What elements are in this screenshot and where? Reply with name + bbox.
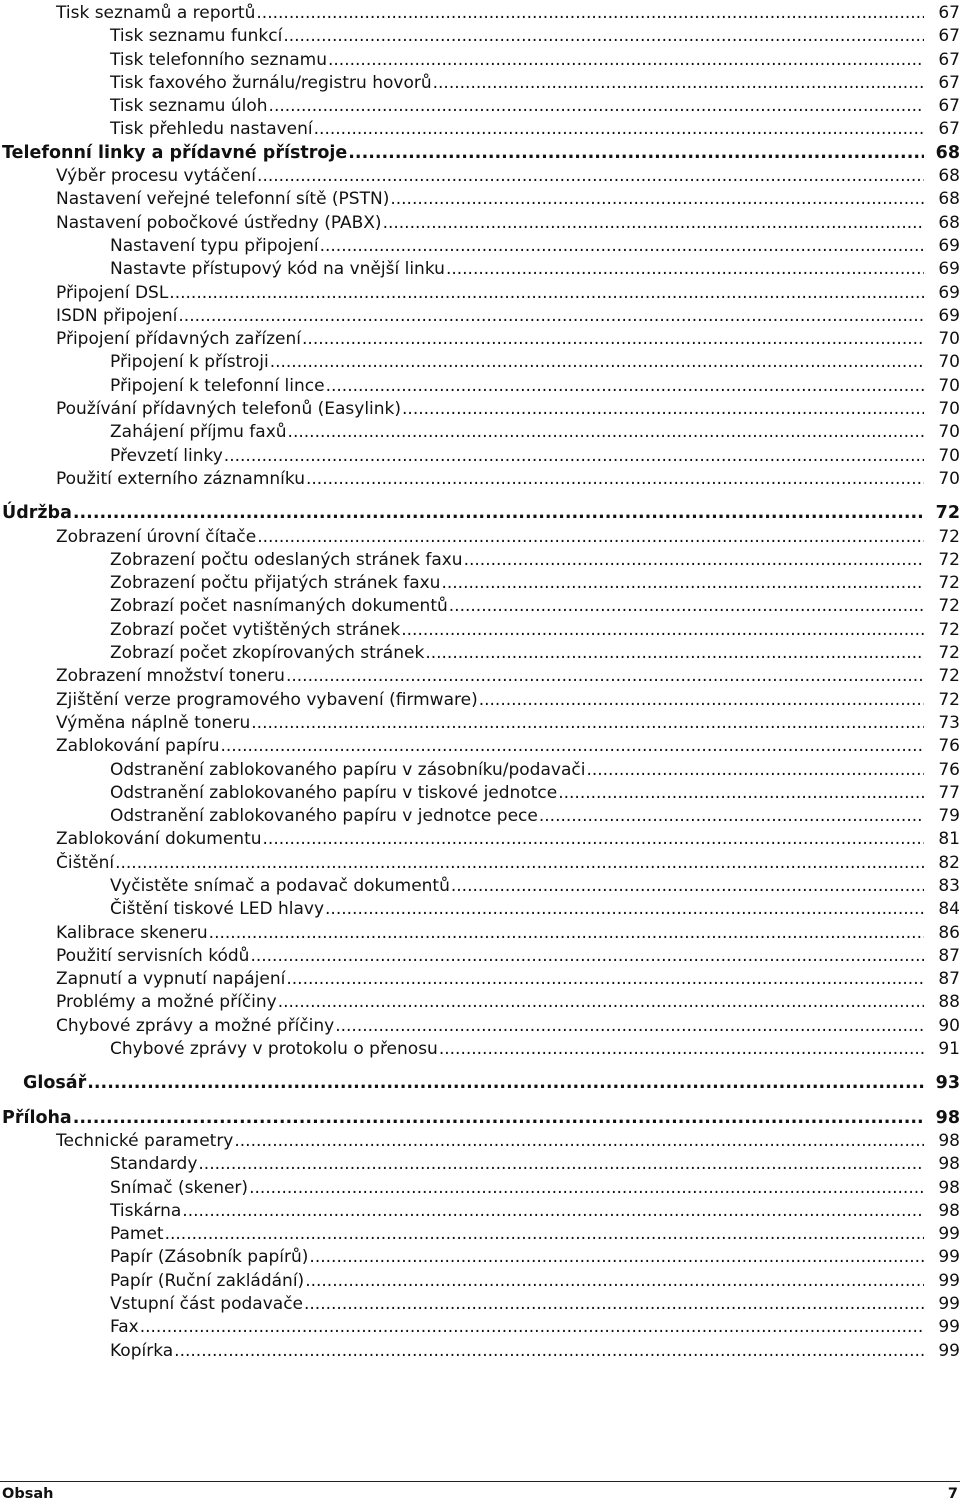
toc-entry-title: Nastavení typu připojení — [110, 235, 319, 256]
toc-entry-title: Snímač (skener) — [110, 1177, 249, 1198]
toc-entry[interactable] — [0, 922, 960, 945]
toc-entry-page: 70 — [938, 329, 960, 350]
toc-leader-dots — [249, 1177, 924, 1200]
toc-leader-dots — [320, 235, 924, 258]
toc-leader-dots — [402, 398, 924, 421]
toc-leader-dots — [464, 549, 924, 572]
toc-gap — [0, 1061, 960, 1072]
toc-entry-page: 67 — [938, 49, 960, 70]
toc-entry-page: 87 — [938, 945, 960, 966]
toc-entry-title: Tisk seznamu úloh — [110, 96, 268, 117]
toc-entry-page: 68 — [938, 166, 960, 187]
toc-entry[interactable] — [0, 375, 960, 398]
toc-leader-dots — [270, 351, 924, 374]
toc-entry[interactable] — [0, 945, 960, 968]
toc-entry-page: 70 — [938, 352, 960, 373]
toc-entry-title: Zobrazení úrovní čítače — [56, 526, 257, 547]
toc-entry-title: Nastavte přístupový kód na vnější linku — [110, 259, 445, 280]
toc-entry-title: Tisk seznamů a reportů — [56, 3, 256, 23]
page-footer — [0, 1481, 960, 1502]
toc-entry-page: 99 — [938, 1247, 960, 1268]
toc-entry[interactable] — [0, 421, 960, 444]
toc-entry[interactable] — [0, 1015, 960, 1038]
toc-entry[interactable] — [0, 282, 960, 305]
toc-entry-title: Výběr procesu vytáčení — [56, 166, 257, 187]
toc-entry[interactable] — [0, 805, 960, 828]
toc-entry[interactable] — [0, 1153, 960, 1176]
toc-leader-dots — [286, 968, 924, 991]
toc-leader-dots — [250, 945, 924, 968]
toc-leader-dots — [283, 25, 924, 48]
toc-entry-page: 70 — [938, 445, 960, 466]
toc-entry-page: 70 — [938, 422, 960, 443]
toc-entry-page: 72 — [938, 666, 960, 687]
toc-leader-dots — [306, 468, 924, 491]
toc-entry[interactable] — [0, 445, 960, 468]
footer-page-number: 7 — [947, 1486, 958, 1502]
toc-leader-dots — [73, 1107, 924, 1130]
toc-leader-dots — [433, 72, 924, 95]
toc-leader-dots — [257, 165, 924, 188]
toc-leader-dots — [390, 188, 924, 211]
toc-entry-title: Použití servisních kódů — [56, 945, 250, 966]
toc-entry-page: 98 — [938, 1130, 960, 1151]
toc-entry-page: 67 — [938, 26, 960, 47]
toc-leader-dots — [256, 2, 924, 25]
toc-entry[interactable] — [0, 1340, 960, 1363]
toc-entry[interactable] — [0, 2, 960, 25]
toc-entry-title: Tisk faxového žurnálu/registru hovorů — [110, 72, 432, 93]
toc-entry-page: 90 — [938, 1015, 960, 1036]
toc-entry-title: Čištění tiskové LED hlavy — [110, 899, 325, 920]
toc-entry-page: 72 — [935, 503, 960, 524]
toc-leader-dots — [539, 805, 924, 828]
toc-entry[interactable] — [0, 642, 960, 665]
toc-leader-dots — [174, 1340, 924, 1363]
toc-leader-dots — [165, 1223, 924, 1246]
toc-entry-page: 98 — [938, 1200, 960, 1221]
toc-entry-page: 99 — [938, 1317, 960, 1338]
toc-leader-dots — [325, 898, 924, 921]
toc-entry-page: 72 — [938, 643, 960, 664]
toc-entry-title: Zobrazení počtu odeslaných stránek faxu — [110, 549, 463, 570]
toc-entry-page: 76 — [938, 759, 960, 780]
toc-entry-page: 93 — [935, 1073, 960, 1094]
toc-gap — [0, 1096, 960, 1107]
toc-entry-title: Zobrazení množství toneru — [56, 666, 285, 687]
toc-entry[interactable] — [0, 1246, 960, 1269]
toc-entry-page: 67 — [938, 96, 960, 117]
toc-entry[interactable] — [0, 782, 960, 805]
toc-entry[interactable] — [0, 619, 960, 642]
toc-leader-dots — [449, 595, 924, 618]
toc-gap — [0, 491, 960, 502]
toc-entry[interactable] — [0, 1177, 960, 1200]
toc-entry-page: 84 — [938, 899, 960, 920]
toc-leader-dots — [251, 712, 924, 735]
toc-entry-title: Papír (Zásobník papírů) — [110, 1247, 309, 1268]
toc-entry-page: 69 — [938, 282, 960, 303]
toc-entry-page: 98 — [935, 1107, 960, 1128]
toc-leader-dots — [451, 875, 924, 898]
toc-entry[interactable] — [0, 235, 960, 258]
toc-entry-title: Tisk seznamu funkcí — [110, 26, 283, 47]
toc-entry[interactable] — [0, 398, 960, 421]
toc-entry-page: 82 — [938, 852, 960, 873]
toc-entry-page: 72 — [938, 573, 960, 594]
toc-entry-page: 83 — [938, 875, 960, 896]
toc-entry-page: 99 — [938, 1270, 960, 1291]
toc-entry[interactable] — [0, 1130, 960, 1153]
toc-entry-page: 68 — [938, 212, 960, 233]
toc-entry-title: Glosář — [23, 1073, 87, 1094]
toc-entry[interactable] — [0, 991, 960, 1014]
toc-entry-title: Vstupní část podavače — [110, 1294, 303, 1315]
toc-entry-title: Příloha — [2, 1107, 72, 1128]
toc-leader-dots — [224, 445, 924, 468]
toc-entry-title: Zablokování dokumentu — [56, 829, 262, 850]
toc-entry-page: 77 — [938, 782, 960, 803]
toc-entry[interactable] — [0, 305, 960, 328]
toc-entry[interactable] — [0, 759, 960, 782]
toc-entry-page: 72 — [938, 619, 960, 640]
toc-entry[interactable] — [0, 712, 960, 735]
toc-entry-page: 91 — [938, 1039, 960, 1060]
toc-entry-page: 87 — [938, 969, 960, 990]
toc-entry-title: Připojení DSL — [56, 282, 169, 303]
toc-entry-title: Zapnutí a vypnutí napájení — [56, 969, 286, 990]
toc-entry-title: Chybové zprávy v protokolu o přenosu — [110, 1039, 438, 1060]
toc-entry-title: Telefonní linky a přídavné přístroje — [2, 142, 348, 163]
toc-entry-page: 67 — [938, 119, 960, 140]
toc-entry-page: 72 — [938, 549, 960, 570]
toc-leader-dots — [198, 1153, 924, 1176]
toc-leader-dots — [169, 282, 924, 305]
toc-entry-title: Tiskárna — [110, 1200, 182, 1221]
toc-entry[interactable] — [0, 852, 960, 875]
toc-entry-title: Kopírka — [110, 1340, 174, 1361]
toc-entry-page: 69 — [938, 259, 960, 280]
toc-leader-dots — [439, 1038, 924, 1061]
toc-entry-page: 70 — [938, 468, 960, 489]
toc-entry[interactable] — [0, 351, 960, 374]
toc-leader-dots — [348, 142, 924, 165]
toc-entry-page: 70 — [938, 375, 960, 396]
toc-leader-dots — [286, 665, 924, 688]
toc-leader-dots — [326, 375, 924, 398]
toc-entry[interactable] — [0, 25, 960, 48]
toc-entry-title: Připojení k telefonní lince — [110, 375, 325, 396]
toc-entry-title: Problémy a možné příčiny — [56, 992, 277, 1013]
toc-entry-page: 68 — [938, 189, 960, 210]
toc-entry-page: 76 — [938, 736, 960, 757]
toc-entry[interactable] — [0, 1107, 960, 1130]
toc-entry[interactable] — [0, 526, 960, 549]
toc-leader-dots — [73, 502, 924, 525]
toc-entry-page: 86 — [938, 922, 960, 943]
toc-leader-dots — [115, 852, 924, 875]
toc-leader-dots — [328, 49, 924, 72]
toc-entry-page: 68 — [935, 142, 960, 163]
toc-entry[interactable] — [0, 828, 960, 851]
toc-entry-title: Připojení přídavných zařízení — [56, 329, 302, 350]
toc-entry[interactable] — [0, 468, 960, 491]
toc-leader-dots — [234, 1130, 924, 1153]
toc-entry-page: 72 — [938, 526, 960, 547]
toc-entry[interactable] — [0, 165, 960, 188]
toc-entry-page: 69 — [938, 235, 960, 256]
toc-entry-page: 79 — [938, 806, 960, 827]
toc-leader-dots — [309, 1246, 924, 1269]
toc-entry-page: 67 — [938, 3, 960, 23]
toc-entry[interactable] — [0, 142, 960, 165]
toc-leader-dots — [479, 689, 924, 712]
toc-leader-dots — [558, 782, 924, 805]
toc-entry-title: Zobrazí počet nasnímaných dokumentů — [110, 596, 448, 617]
toc-entry[interactable] — [0, 875, 960, 898]
toc-entry-page: 88 — [938, 992, 960, 1013]
toc-leader-dots — [178, 305, 924, 328]
toc-entry[interactable] — [0, 689, 960, 712]
toc-leader-dots — [586, 759, 924, 782]
toc-entry-title: Zablokování papíru — [56, 736, 220, 757]
toc-entry[interactable] — [0, 1072, 960, 1095]
toc-entry-title: Údržba — [2, 503, 72, 524]
toc-entry[interactable] — [0, 1038, 960, 1061]
toc-entry[interactable] — [0, 1293, 960, 1316]
toc-leader-dots — [425, 642, 924, 665]
toc-entry-title: Používání přídavných telefonů (Easylink) — [56, 399, 402, 420]
toc-entry-page: 99 — [938, 1224, 960, 1245]
toc-leader-dots — [288, 421, 924, 444]
toc-entry[interactable] — [0, 49, 960, 72]
toc-entry[interactable] — [0, 95, 960, 118]
toc-entry[interactable] — [0, 258, 960, 281]
toc-entry-title: Nastavení veřejné telefonní sítě (PSTN) — [56, 189, 390, 210]
toc-leader-dots — [314, 118, 924, 141]
toc-entry-title: Tisk telefonního seznamu — [110, 49, 327, 70]
toc-entry[interactable] — [0, 735, 960, 758]
toc-entry-title: ISDN připojení — [56, 305, 178, 326]
toc-leader-dots — [140, 1316, 924, 1339]
toc-leader-dots — [304, 1293, 924, 1316]
toc-entry-page: 81 — [938, 829, 960, 850]
toc-entry-title: Chybové zprávy a možné příčiny — [56, 1015, 335, 1036]
toc-leader-dots — [220, 735, 924, 758]
toc-leader-dots — [383, 212, 924, 235]
toc-entry-page: 98 — [938, 1177, 960, 1198]
toc-leader-dots — [335, 1015, 924, 1038]
toc-entry-title: Odstranění zablokovaného papíru v zásobníku/podavači — [110, 759, 586, 780]
toc-entry[interactable] — [0, 1200, 960, 1223]
toc-leader-dots — [257, 526, 924, 549]
toc-leader-dots — [263, 828, 924, 851]
toc-leader-dots — [446, 258, 924, 281]
toc-entry-title: Zobrazí počet vytištěných stránek — [110, 619, 401, 640]
toc-entry[interactable] — [0, 665, 960, 688]
toc-entry-title: Výměna náplně toneru — [56, 712, 251, 733]
toc-leader-dots — [401, 619, 924, 642]
toc-leader-dots — [269, 95, 924, 118]
toc-entry-page: 69 — [938, 305, 960, 326]
toc-entry[interactable] — [0, 1316, 960, 1339]
toc-entry-page: 99 — [938, 1340, 960, 1361]
toc-entry-title: Zobrazí počet zkopírovaných stránek — [110, 643, 425, 664]
toc-entry-title: Pamet — [110, 1224, 164, 1245]
toc-entry-title: Fax — [110, 1317, 139, 1338]
toc-entry-title: Převzetí linky — [110, 445, 223, 466]
toc-entry[interactable] — [0, 549, 960, 572]
toc-leader-dots — [182, 1200, 924, 1223]
toc-leader-dots — [278, 991, 924, 1014]
toc-entry-page: 72 — [938, 596, 960, 617]
toc-entry[interactable] — [0, 188, 960, 211]
toc-entry-page: 99 — [938, 1294, 960, 1315]
toc-entry[interactable] — [0, 968, 960, 991]
toc-entry-title: Kalibrace skeneru — [56, 922, 208, 943]
footer-section-label: Obsah — [2, 1486, 54, 1502]
toc-entry-title: Vyčistěte snímač a podavač dokumentů — [110, 875, 450, 896]
toc-entry[interactable] — [0, 502, 960, 525]
toc-entry[interactable] — [0, 595, 960, 618]
toc-entry-title: Technické parametry — [56, 1130, 234, 1151]
toc-entry[interactable] — [0, 72, 960, 95]
toc-entry-title: Tisk přehledu nastavení — [110, 119, 313, 140]
toc-entry-title: Odstranění zablokovaného papíru v jednotce pece — [110, 806, 538, 827]
toc-entry-page: 72 — [938, 689, 960, 710]
toc-leader-dots — [87, 1072, 924, 1095]
toc-entry[interactable] — [0, 1223, 960, 1246]
toc-entry-page: 67 — [938, 72, 960, 93]
toc-entry-page: 98 — [938, 1154, 960, 1175]
toc-entry-page: 73 — [938, 712, 960, 733]
toc-entry[interactable] — [0, 898, 960, 921]
toc-entry-page: 70 — [938, 399, 960, 420]
toc-leader-dots — [441, 572, 924, 595]
toc-entry[interactable] — [0, 1270, 960, 1293]
toc-entry-title: Standardy — [110, 1154, 198, 1175]
toc-entry[interactable] — [0, 212, 960, 235]
toc-entry[interactable] — [0, 572, 960, 595]
toc-entry-title: Zahájení příjmu faxů — [110, 422, 287, 443]
table-of-contents — [0, 2, 960, 1363]
toc-entry-title: Zjištění verze programového vybavení (firmware) — [56, 689, 478, 710]
toc-entry-title: Použití externího záznamníku — [56, 468, 305, 489]
toc-leader-dots — [302, 328, 924, 351]
toc-entry-title: Nastavení pobočkové ústředny (PABX) — [56, 212, 382, 233]
toc-leader-dots — [209, 922, 924, 945]
toc-entry-title: Zobrazení počtu přijatých stránek faxu — [110, 573, 441, 594]
toc-entry-title: Papír (Ruční zakládání) — [110, 1270, 305, 1291]
toc-entry-title: Připojení k přístroji — [110, 352, 269, 373]
toc-leader-dots — [305, 1270, 924, 1293]
toc-entry[interactable] — [0, 118, 960, 141]
toc-entry-title: Čištění — [56, 852, 115, 873]
toc-entry[interactable] — [0, 328, 960, 351]
toc-entry-title: Odstranění zablokovaného papíru v tiskové jednotce — [110, 782, 558, 803]
